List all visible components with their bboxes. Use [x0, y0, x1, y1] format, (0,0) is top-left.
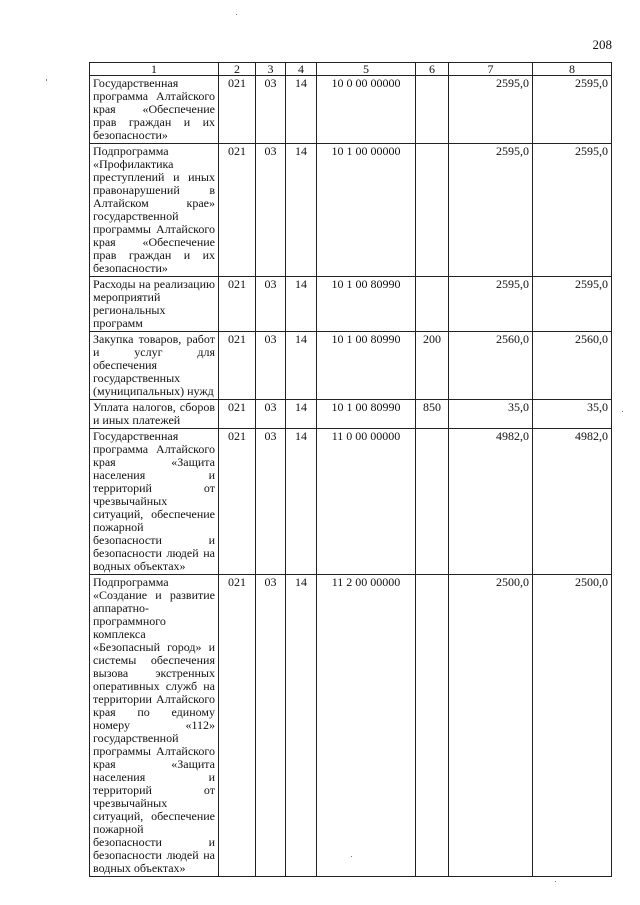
scan-speck: [622, 411, 623, 412]
header-cell: 3: [256, 63, 286, 76]
row-ved: 021: [219, 277, 256, 332]
row-sum-1: 2560,0: [449, 332, 533, 400]
table-row: [90, 429, 612, 575]
row-pr: 14: [286, 277, 317, 332]
table-row: [90, 400, 612, 429]
row-vr: [416, 575, 449, 877]
row-vr: 850: [416, 400, 449, 429]
row-vr: [416, 144, 449, 277]
row-csr: 10 1 00 80990: [317, 277, 416, 332]
row-sum-2: 4982,0: [533, 429, 612, 575]
row-rz: 03: [256, 400, 286, 429]
row-rz: 03: [256, 429, 286, 575]
row-name: Расходы на реализацию мероприятий региональных программ: [90, 277, 219, 332]
header-cell: 4: [286, 63, 317, 76]
page-number: 208: [592, 37, 612, 52]
row-sum-1: 4982,0: [449, 429, 533, 575]
table-row: [90, 144, 612, 277]
row-sum-2: 2595,0: [533, 76, 612, 144]
row-ved: 021: [219, 144, 256, 277]
header-cell: 1: [90, 63, 219, 76]
row-pr: 14: [286, 429, 317, 575]
row-sum-2: 2500,0: [533, 575, 612, 877]
row-rz: 03: [256, 144, 286, 277]
row-rz: 03: [256, 76, 286, 144]
row-sum-2: 35,0: [533, 400, 612, 429]
header-cell: 2: [219, 63, 256, 76]
row-sum-2: 2595,0: [533, 144, 612, 277]
header-cell: 7: [449, 63, 533, 76]
row-sum-1: 35,0: [449, 400, 533, 429]
table-row: [90, 76, 612, 144]
row-name: Государственная программа Алтайского края «Обеспечение прав граждан и их безопасности»: [90, 76, 219, 144]
row-name: Уплата налогов, сборов и иных платежей: [90, 400, 219, 429]
scan-speck: [555, 881, 556, 882]
row-name: Закупка товаров, работ и услуг для обеспечения государственных (муниципальных) нужд: [90, 332, 219, 400]
row-ved: 021: [219, 400, 256, 429]
row-pr: 14: [286, 76, 317, 144]
row-rz: 03: [256, 277, 286, 332]
row-pr: 14: [286, 575, 317, 877]
header-cell: 5: [317, 63, 416, 76]
header-row: [90, 63, 612, 76]
header-cell: 8: [533, 63, 612, 76]
row-ved: 021: [219, 76, 256, 144]
row-name: Подпрограмма «Профилактика преступлений и иных правонарушений в Алтайском крае» государственной программы Алтайского края «Обеспечение прав граждан и их безопасности»: [90, 144, 219, 277]
budget-table: [89, 62, 612, 877]
row-csr: 10 1 00 80990: [317, 400, 416, 429]
row-sum-1: 2595,0: [449, 144, 533, 277]
scan-speck: [351, 856, 352, 857]
row-rz: 03: [256, 575, 286, 877]
row-pr: 14: [286, 144, 317, 277]
row-ved: 021: [219, 332, 256, 400]
row-sum-2: 2595,0: [533, 277, 612, 332]
row-csr: 10 0 00 00000: [317, 76, 416, 144]
row-name: Подпрограмма «Создание и развитие аппаратно-программного комплекса «Безопасный город» и системы обеспечения вызова экстренных оперативных служб на территории Алтайского края по единому номеру «112» государственной программы Алтайского края «Защита населения и территорий от чрезвычайных ситуаций, обеспечение пожарной безопасности и безопасности людей на водных объектах»: [90, 575, 219, 877]
row-pr: 14: [286, 400, 317, 429]
row-ved: 021: [219, 575, 256, 877]
row-sum-2: 2560,0: [533, 332, 612, 400]
row-pr: 14: [286, 332, 317, 400]
row-csr: 10 1 00 00000: [317, 144, 416, 277]
row-sum-1: 2595,0: [449, 277, 533, 332]
scan-speck: [236, 14, 237, 15]
row-csr: 11 2 00 00000: [317, 575, 416, 877]
scan-speck: [46, 79, 47, 81]
row-vr: [416, 429, 449, 575]
header-cell: 6: [416, 63, 449, 76]
row-vr: 200: [416, 332, 449, 400]
table-row: [90, 277, 612, 332]
table-row: [90, 575, 612, 877]
row-vr: [416, 76, 449, 144]
row-rz: 03: [256, 332, 286, 400]
row-sum-1: 2595,0: [449, 76, 533, 144]
table-row: [90, 332, 612, 400]
row-ved: 021: [219, 429, 256, 575]
row-csr: 10 1 00 80990: [317, 332, 416, 400]
row-sum-1: 2500,0: [449, 575, 533, 877]
row-name: Государственная программа Алтайского края «Защита населения и территорий от чрезвычайных ситуаций, обеспечение пожарной безопасности и безопасности людей на водных объектах»: [90, 429, 219, 575]
row-csr: 11 0 00 00000: [317, 429, 416, 575]
row-vr: [416, 277, 449, 332]
